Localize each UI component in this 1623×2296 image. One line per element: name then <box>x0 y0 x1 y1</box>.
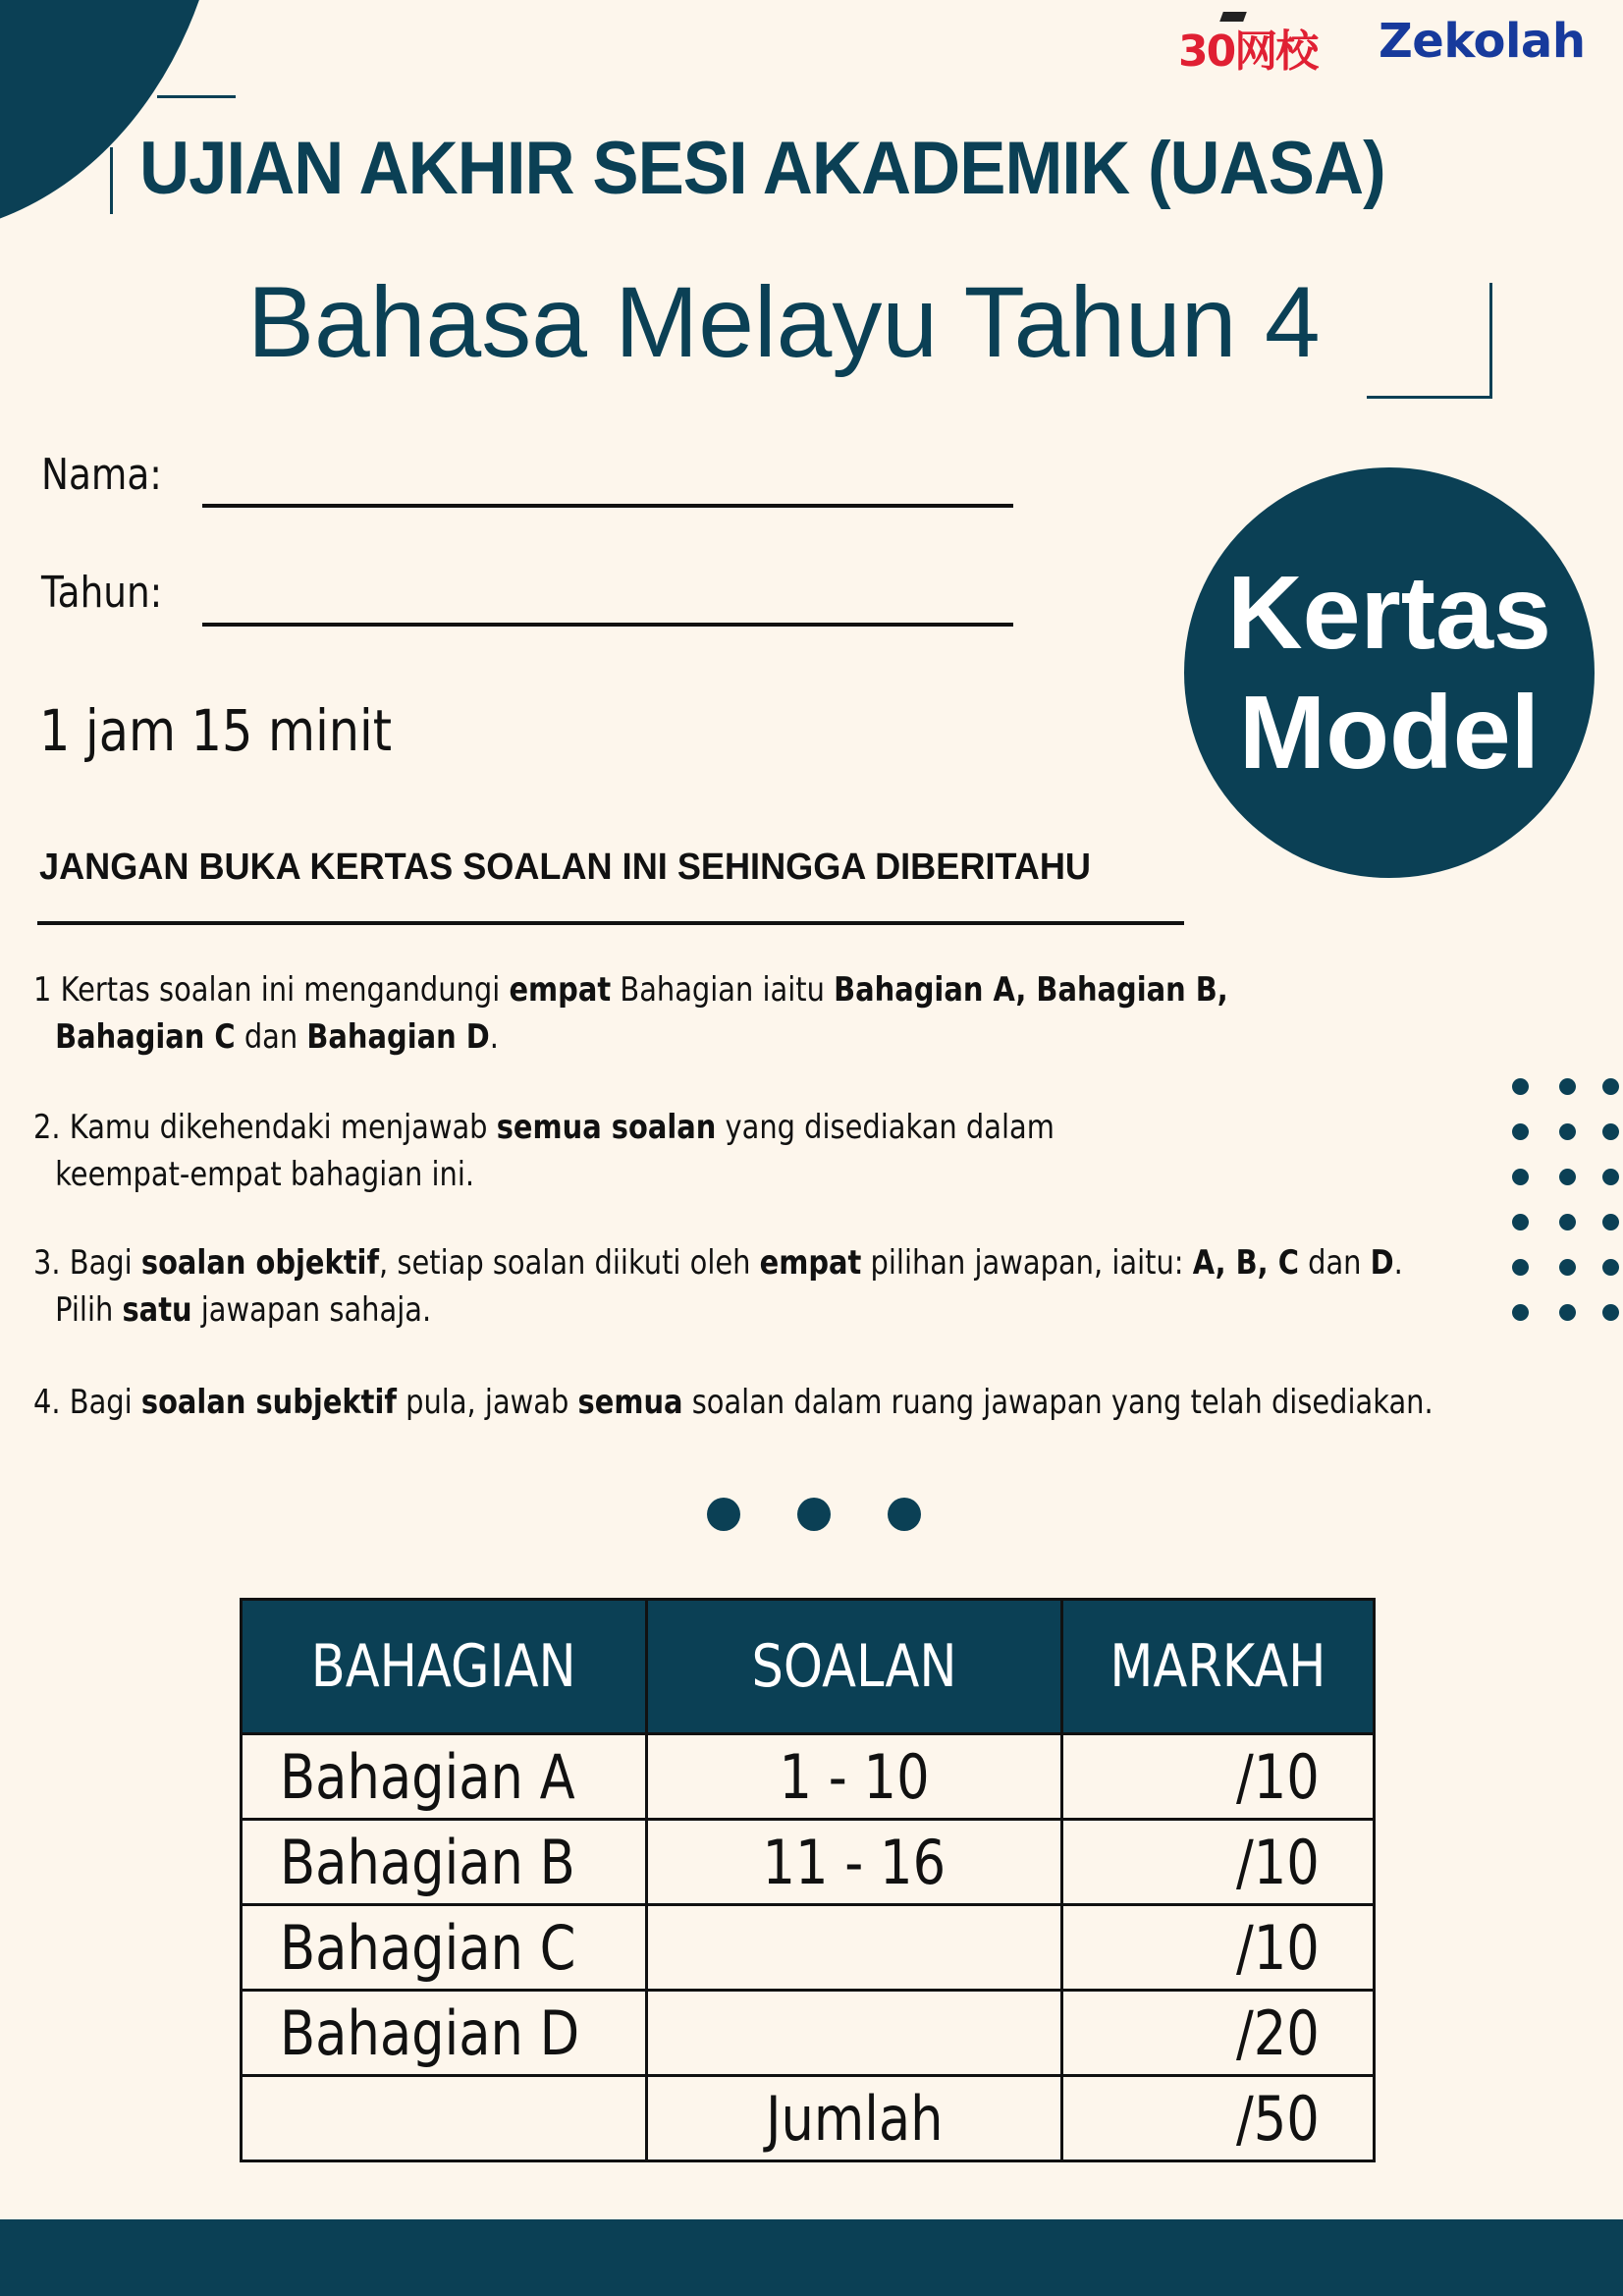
cell-jumlah-label: Jumlah <box>647 2076 1062 2161</box>
dots-separator <box>707 1498 921 1531</box>
table-row <box>242 1734 1375 1820</box>
cell-soalan: 11 - 16 <box>647 1820 1062 1905</box>
instruction-4 <box>33 1379 1434 1426</box>
table-row <box>242 1991 1375 2076</box>
cell-soalan <box>647 1905 1062 1991</box>
cell-bahagian <box>242 2076 647 2161</box>
page-title: UJIAN AKHIR SESI AKADEMIK (UASA) <box>139 127 1385 210</box>
warning-text: JANGAN BUKA KERTAS SOALAN INI SEHINGGA DIBERITAHU <box>39 847 1092 888</box>
cell-soalan <box>647 1991 1062 2076</box>
instruction-line: 3. Bagi soalan objektif, setiap soalan diikuti oleh empat pilihan jawapan, iaitu: A, B, C dan D. <box>33 1243 1403 1283</box>
logo-zekolah: Zekolah <box>1379 14 1586 69</box>
year-field[interactable] <box>202 623 1013 627</box>
cell-markah[interactable]: /10 <box>1062 1905 1375 1991</box>
instruction-2 <box>33 1104 1055 1198</box>
cell-bahagian: Bahagian D <box>242 1991 647 2076</box>
cell-total-markah[interactable]: /50 <box>1062 2076 1375 2161</box>
deco-line-top-h <box>157 95 236 98</box>
instruction-line: Bahagian C dan Bahagian D. <box>55 1017 499 1057</box>
deco-line-left-v <box>110 147 113 214</box>
dot-icon <box>707 1498 740 1531</box>
instruction-1 <box>33 966 1228 1061</box>
logo-30wangxiao <box>1178 16 1317 79</box>
marks-table <box>240 1598 1376 2162</box>
warning-divider <box>37 921 1184 925</box>
cell-markah[interactable]: /10 <box>1062 1820 1375 1905</box>
instruction-3 <box>33 1239 1403 1334</box>
cell-bahagian: Bahagian A <box>242 1734 647 1820</box>
instruction-line: 2. Kamu dikehendaki menjawab semua soalan yang disediakan dalam <box>33 1108 1055 1147</box>
footer-bar <box>0 2219 1623 2296</box>
cell-bahagian: Bahagian B <box>242 1820 647 1905</box>
deco-line-right-h <box>1367 396 1492 399</box>
instruction-line: 1 Kertas soalan ini mengandungi empat Bahagian iaitu Bahagian A, Bahagian B, <box>33 970 1228 1010</box>
name-field[interactable] <box>202 504 1013 508</box>
cell-markah[interactable]: /10 <box>1062 1734 1375 1820</box>
badge-line-2: Model <box>1238 675 1541 791</box>
cell-markah[interactable]: /20 <box>1062 1991 1375 2076</box>
page-subtitle: Bahasa Melayu Tahun 4 <box>247 266 1321 378</box>
instruction-line: keempat-empat bahagian ini. <box>55 1155 475 1194</box>
instruction-line: 4. Bagi soalan subjektif pula, jawab semua soalan dalam ruang jawapan yang telah disediakan. <box>33 1383 1434 1422</box>
cell-soalan: 1 - 10 <box>647 1734 1062 1820</box>
name-label: Nama: <box>41 450 162 500</box>
deco-line-right-v <box>1489 283 1492 399</box>
kertas-model-badge <box>1184 467 1595 878</box>
instruction-line: Pilih satu jawapan sahaja. <box>55 1290 432 1330</box>
header-soalan: SOALAN <box>647 1600 1062 1734</box>
badge-line-1: Kertas <box>1227 555 1551 671</box>
year-label: Tahun: <box>41 568 163 618</box>
header-bahagian: BAHAGIAN <box>242 1600 647 1734</box>
graduation-cap-icon <box>1219 12 1247 22</box>
table-row <box>242 1820 1375 1905</box>
header-markah: MARKAH <box>1062 1600 1375 1734</box>
table-row <box>242 1905 1375 1991</box>
dot-icon <box>797 1498 831 1531</box>
table-header-row <box>242 1600 1375 1734</box>
cell-bahagian: Bahagian C <box>242 1905 647 1991</box>
exam-duration: 1 jam 15 minit <box>39 697 393 764</box>
dot-icon <box>888 1498 921 1531</box>
logo-30-text: 30网校 <box>1178 27 1318 77</box>
table-total-row <box>242 2076 1375 2161</box>
